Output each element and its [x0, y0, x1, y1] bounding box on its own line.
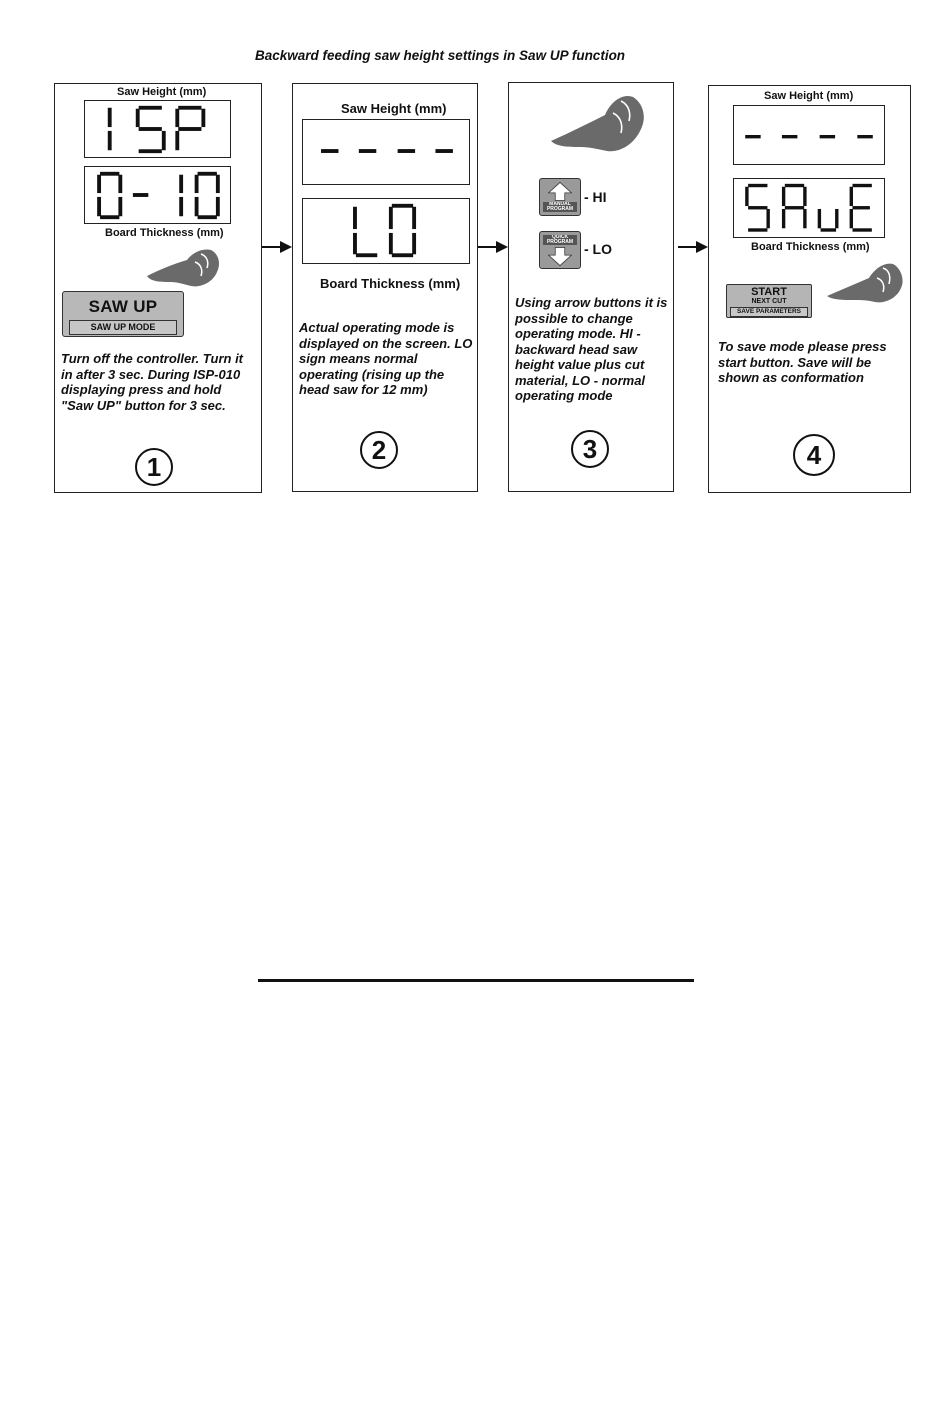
seven-segment-dashes: [303, 120, 469, 184]
start-label: START: [751, 286, 787, 298]
step-3-panel: [508, 82, 674, 492]
lo-option-text: - LO: [584, 241, 612, 257]
saw-up-button-label: SAW UP: [88, 297, 158, 316]
board-thickness-label: Board Thickness (mm): [320, 276, 461, 291]
pointing-hand-icon: [825, 256, 905, 308]
step-number-1: 1: [135, 448, 173, 486]
saw-height-label: Saw Height (mm): [117, 86, 207, 98]
saw-up-button[interactable]: [62, 291, 184, 337]
step-4-description: To save mode please press start button. Save will be shown as conformation: [718, 339, 887, 385]
board-thickness-display: [733, 178, 885, 238]
hi-option-text: - HI: [584, 189, 607, 205]
quick-program-down-key[interactable]: [539, 231, 581, 269]
step-4-panel: [708, 85, 911, 493]
step-number-4: 4: [793, 434, 835, 476]
pointing-hand-icon: [549, 89, 649, 159]
saw-height-label: Saw Height (mm): [341, 101, 447, 116]
arrow-down-icon: [540, 246, 580, 268]
arrow-right-icon: [262, 241, 292, 253]
seven-segment-isp: [85, 101, 230, 157]
quick-program-label: QUICK PROGRAM: [543, 235, 577, 245]
step-2-panel: [292, 83, 478, 492]
arrow-up-icon: [540, 180, 580, 202]
manual-program-up-key[interactable]: [539, 178, 581, 216]
next-cut-label: NEXT CUT: [751, 298, 787, 305]
horizontal-rule: [258, 979, 694, 982]
saw-height-display: [302, 119, 470, 185]
board-thickness-label: Board Thickness (mm): [105, 227, 224, 239]
start-next-cut-button[interactable]: [726, 284, 812, 318]
saw-height-label: Saw Height (mm): [764, 90, 854, 102]
arrow-right-icon: [678, 241, 708, 253]
step-number-2: 2: [360, 431, 398, 469]
step-1-panel: [54, 83, 262, 493]
board-thickness-display: [84, 166, 231, 224]
step-number-3: 3: [571, 430, 609, 468]
arrow-right-icon: [478, 241, 508, 253]
board-thickness-label: Board Thickness (mm): [751, 241, 870, 253]
saw-height-display: [733, 105, 885, 165]
seven-segment-save: [734, 179, 884, 237]
step-2-description: Actual operating mode is displayed on the screen. LO sign means normal operating (rising up the head saw for 12 mm): [299, 320, 473, 397]
pointing-hand-icon: [143, 242, 223, 292]
manual-program-label: MANUAL PROGRAM: [543, 202, 577, 212]
page-title: Backward feeding saw height settings in Saw UP function: [255, 48, 626, 63]
seven-segment-0-10: [85, 167, 230, 223]
board-thickness-display: [302, 198, 470, 264]
save-parameters-label: SAVE PARAMETERS: [730, 307, 808, 317]
saw-up-mode-label: SAW UP MODE: [69, 320, 177, 335]
step-3-description: Using arrow buttons it is possible to change operating mode. HI - backward head saw height value plus cut material, LO - normal operating mode: [515, 295, 668, 403]
seven-segment-dashes: [734, 106, 884, 164]
saw-height-display: [84, 100, 231, 158]
step-1-description: Turn off the controller. Turn it in after 3 sec. During ISP-010 displaying press and hold "Saw UP" button for 3 sec.: [61, 351, 244, 413]
seven-segment-lo: [303, 199, 469, 263]
